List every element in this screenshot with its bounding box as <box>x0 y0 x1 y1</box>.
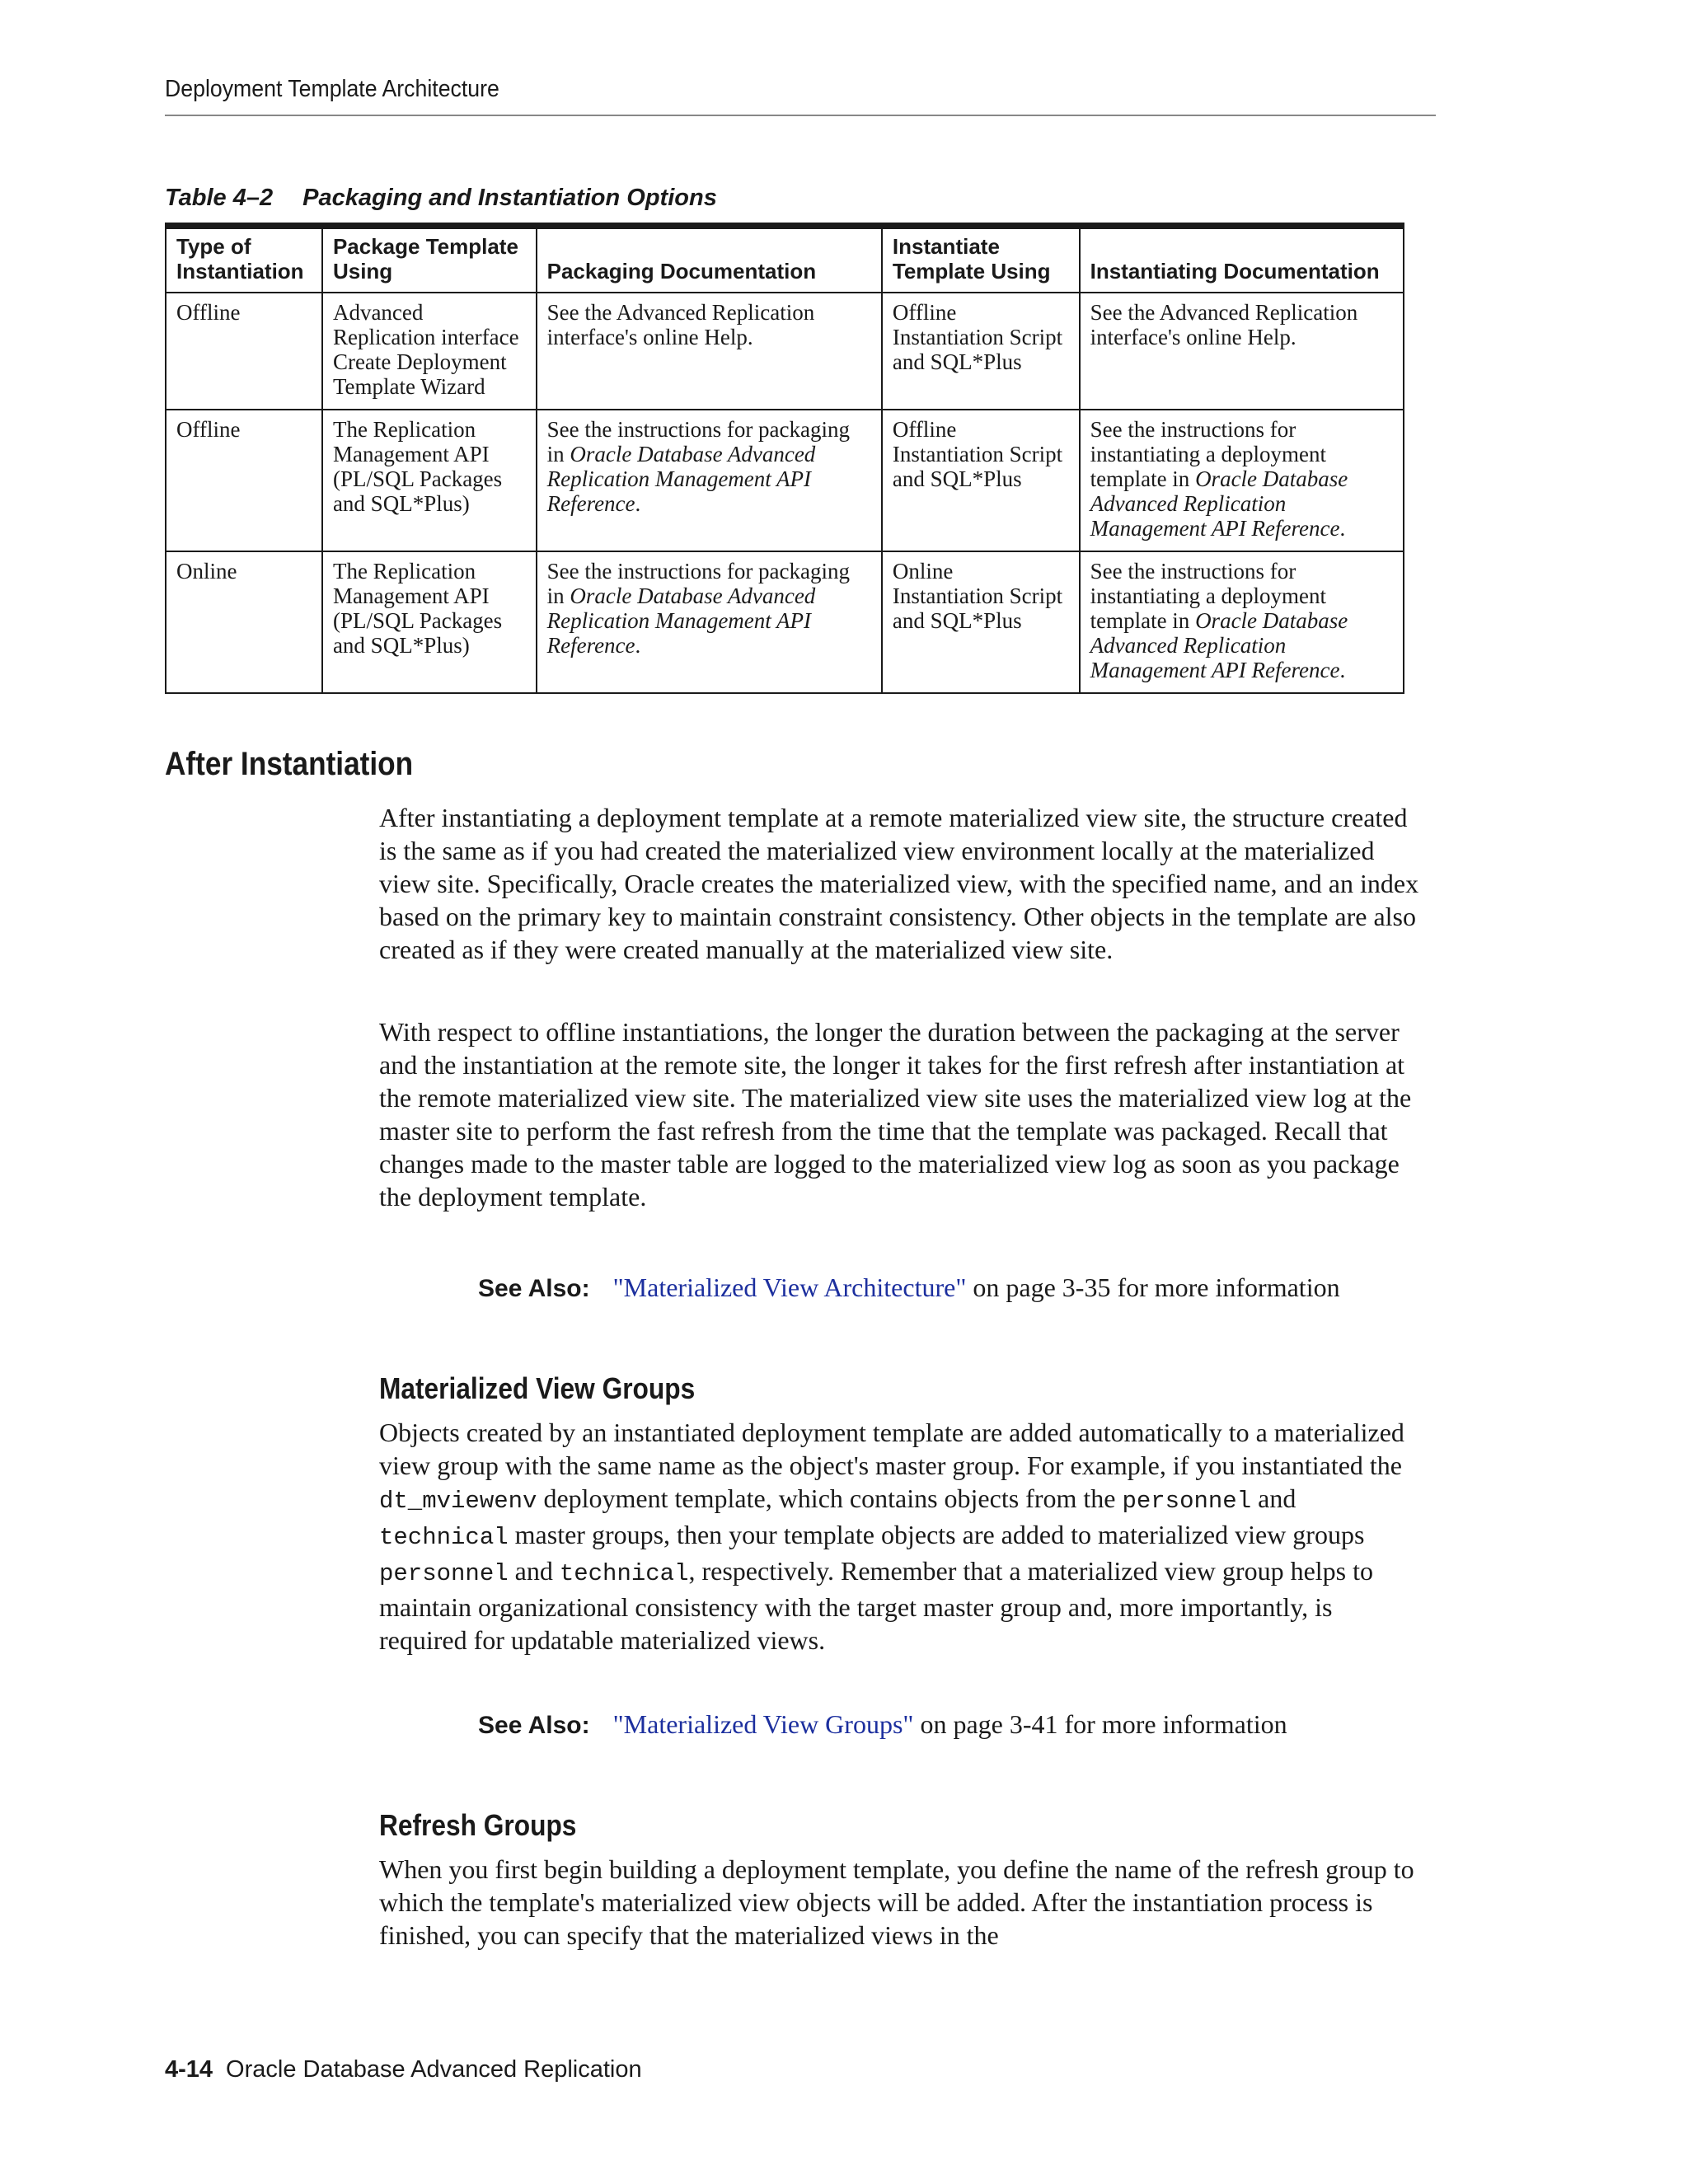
see-also-text: on page 3-35 for more information <box>966 1272 1340 1302</box>
cell-text: See the instructions for packaging in <box>546 559 851 608</box>
table-row <box>166 410 1404 551</box>
book-title: Oracle Database Advanced Replication Management API Reference <box>1090 466 1348 541</box>
section-heading: After Instantiation <box>165 746 414 782</box>
book-title: Oracle Database Advanced Replication Management API Reference <box>546 442 816 516</box>
see-also-note <box>478 1271 1385 1305</box>
table-header-row <box>166 226 1404 293</box>
table-cell: The Replication Management API (PL/SQL Packages and SQL*Plus) <box>322 551 537 693</box>
column-header: Type of Instantiation <box>166 226 322 293</box>
header-rule <box>165 115 1436 116</box>
table-cell: Offline <box>166 293 322 410</box>
column-header: Instantiate Template Using <box>882 226 1080 293</box>
period: . <box>1339 658 1346 682</box>
see-also-label: See Also: <box>478 1275 590 1302</box>
subsection-heading: Materialized View Groups <box>379 1371 696 1405</box>
table-cell: See the Advanced Replication interface's online Help. <box>537 293 882 410</box>
paragraph: After instantiating a deployment template at a remote materialized view site, the structure created is the same as if you had created the materialized view environment locally at the materialized view site. Specifically, Oracle creates the materialized view, with the specified name, and an index based on the primary key to maintain constraint consistency. Other objects in the template are also created as if they were created manually at the materialized view site. <box>379 803 1419 964</box>
table-cell <box>1080 551 1404 693</box>
packaging-options-table <box>165 223 1404 694</box>
table-cell: See the Advanced Replication interface's online Help. <box>1080 293 1404 410</box>
code-term: technical <box>379 1524 509 1551</box>
table-row <box>166 293 1404 410</box>
paragraph: When you first begin building a deployment template, you define the name of the refresh group to which the template's materialized view objects will be added. After the instantiation process is finished, you can specify that the materialized views in the <box>379 1854 1414 1950</box>
table-cell: Online Instantiation Script and SQL*Plus <box>882 551 1080 693</box>
see-also-note <box>478 1708 1385 1742</box>
text-run: deployment template, which contains objects from the <box>537 1483 1123 1513</box>
period: . <box>635 633 641 658</box>
table-cell: Offline Instantiation Script and SQL*Plus <box>882 293 1080 410</box>
table-row <box>166 551 1404 693</box>
table-cell <box>537 551 882 693</box>
table-cell: The Replication Management API (PL/SQL Packages and SQL*Plus) <box>322 410 537 551</box>
cross-reference-link[interactable]: "Materialized View Groups" <box>612 1709 914 1739</box>
table-number: Table 4–2 <box>165 185 274 211</box>
cross-reference-link[interactable]: "Materialized View Architecture" <box>612 1272 967 1302</box>
see-also-text: on page 3-41 for more information <box>913 1709 1287 1739</box>
page-number: 4-14 <box>165 2056 213 2083</box>
column-header: Package Template Using <box>322 226 537 293</box>
text-run: , respectively. Remember that a materialized view group helps to maintain organizational consistency with the target master group and, more importantly, is required for updatable materialized views. <box>379 1556 1373 1655</box>
book-title-footer: Oracle Database Advanced Replication <box>226 2056 642 2083</box>
text-run: master groups, then your template objects are added to materialized view groups <box>508 1520 1365 1549</box>
table-title: Packaging and Instantiation Options <box>302 185 717 211</box>
code-term: personnel <box>1122 1488 1252 1515</box>
period: . <box>1339 516 1346 541</box>
code-term: technical <box>559 1560 689 1587</box>
table-cell: Offline <box>166 410 322 551</box>
code-term: personnel <box>379 1560 509 1587</box>
column-header: Instantiating Documentation <box>1080 226 1404 293</box>
see-also-label: See Also: <box>478 1712 590 1739</box>
text-run: Objects created by an instantiated deployment template are added automatically to a materialized view group with the same name as the object's master group. For example, if you instantiated the <box>379 1418 1404 1480</box>
table-cell <box>1080 410 1404 551</box>
code-term: dt_mviewenv <box>379 1488 537 1515</box>
text-run: and <box>1251 1483 1296 1513</box>
table-cell: Offline Instantiation Script and SQL*Plus <box>882 410 1080 551</box>
table-cell <box>537 410 882 551</box>
running-header: Deployment Template Architecture <box>165 76 499 102</box>
table-cell: Advanced Replication interface Create Deployment Template Wizard <box>322 293 537 410</box>
cell-text: See the instructions for instantiating a deployment template in <box>1090 559 1327 633</box>
period: . <box>635 491 641 516</box>
paragraph <box>379 1416 1426 1657</box>
book-title: Oracle Database Advanced Replication Management API Reference <box>546 583 816 658</box>
book-title: Oracle Database Advanced Replication Management API Reference <box>1090 608 1348 682</box>
cell-text: See the instructions for instantiating a deployment template in <box>1090 417 1327 491</box>
table-caption <box>165 185 717 212</box>
table-cell: Online <box>166 551 322 693</box>
text-run: and <box>508 1556 560 1586</box>
paragraph: With respect to offline instantiations, the longer the duration between the packaging at the server and the instantiation at the remote site, the longer it takes for the first refresh after instantiation at the remote materialized view site. The materialized view site uses the materialized view log at the master site to perform the fast refresh from the time that the template was packaged. Recall that changes made to the master table are logged to the materialized view log as soon as you package the deployment template. <box>379 1017 1412 1212</box>
page-footer <box>165 2056 642 2083</box>
column-header: Packaging Documentation <box>537 226 882 293</box>
subsection-heading: Refresh Groups <box>379 1808 577 1842</box>
cell-text: See the instructions for packaging in <box>546 417 851 466</box>
